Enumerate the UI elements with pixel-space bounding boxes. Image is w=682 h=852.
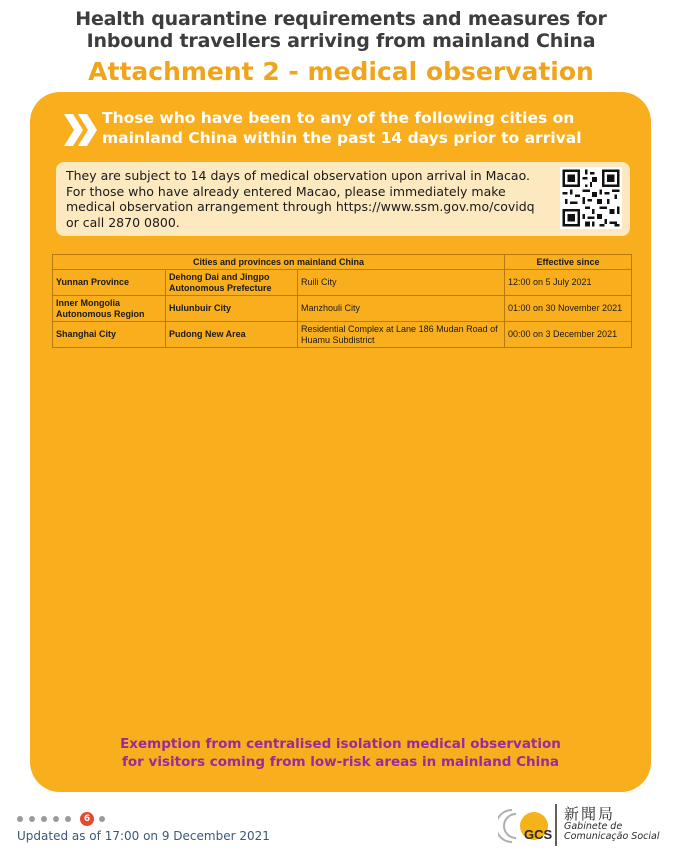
current-page-dot[interactable]: 6: [80, 812, 94, 826]
table-row: [53, 322, 632, 348]
header-effective: Effective since: [505, 255, 632, 270]
header-cities: Cities and provinces on mainland China: [53, 255, 505, 270]
page-dot[interactable]: [53, 816, 59, 822]
province-cell: Shanghai City: [53, 322, 166, 348]
exemption-link-line-1[interactable]: Exemption from centralised isolation medical observation: [120, 736, 561, 752]
gcs-logo-mark: GCS: [524, 827, 553, 842]
effective-cell: 12:00 on 5 July 2021: [505, 270, 632, 296]
table-row: [53, 270, 632, 296]
updated-timestamp: Updated as of 17:00 on 9 December 2021: [17, 829, 270, 843]
page-dot[interactable]: [17, 816, 23, 822]
notice-text: [66, 168, 546, 230]
title-line-1: Health quarantine requirements and measures for: [75, 8, 607, 30]
page-subtitle: Attachment 2 - medical observation: [88, 57, 594, 86]
exemption-link-line-2[interactable]: for visitors coming from low-risk areas in mainland China: [122, 754, 559, 770]
notice-box: [56, 162, 630, 236]
effective-cell: 00:00 on 3 December 2021: [505, 322, 632, 348]
province-cell: Inner Mongolia Autonomous Region: [53, 296, 166, 322]
logo-chinese-text: 新聞局: [564, 805, 616, 823]
exemption-link[interactable]: [30, 735, 651, 771]
logo-portuguese-text: [564, 822, 659, 842]
notice-line-4: or call 2870 0800.: [66, 214, 180, 230]
page-dot[interactable]: [41, 816, 47, 822]
lead-line-1: Those who have been to any of the following cities on: [102, 109, 575, 127]
qr-code-icon[interactable]: [560, 167, 622, 229]
notice-line-3[interactable]: medical observation arrangement through https://www.ssm.gov.mo/covidq: [66, 199, 535, 214]
page-dot[interactable]: [65, 816, 71, 822]
city-cell: Dehong Dai and Jingpo Autonomous Prefecture: [166, 270, 298, 296]
area-cell: Residential Complex at Lane 186 Mudan Road of Huamu Subdistrict: [298, 322, 505, 348]
effective-cell: 01:00 on 30 November 2021: [505, 296, 632, 322]
page-dot[interactable]: [29, 816, 35, 822]
page-dot[interactable]: [99, 816, 105, 822]
title-line-2: Inbound travellers arriving from mainland China: [86, 30, 596, 52]
city-cell: Hulunbuir City: [166, 296, 298, 322]
area-cell: Manzhouli City: [298, 296, 505, 322]
lead-text: [102, 108, 642, 148]
notice-line-2: For those who have already entered Macao, please immediately make: [66, 183, 506, 199]
double-chevron-icon: [62, 112, 100, 148]
content-panel: [30, 92, 651, 792]
cities-table: [52, 254, 632, 348]
table-header-row: [53, 255, 632, 270]
city-cell: Pudong New Area: [166, 322, 298, 348]
lead-line-2: mainland China within the past 14 days prior to arrival: [102, 129, 582, 147]
gcs-logo: [498, 800, 673, 848]
logo-pt-line-2: Comunicação Social: [564, 831, 660, 842]
province-cell: Yunnan Province: [53, 270, 166, 296]
page-title: [0, 8, 682, 52]
area-cell: Ruili City: [298, 270, 505, 296]
notice-line-1: They are subject to 14 days of medical observation upon arrival in Macao.: [66, 168, 530, 183]
logo-pt-line-1: Gabinete de: [564, 821, 623, 832]
table-row: [53, 296, 632, 322]
